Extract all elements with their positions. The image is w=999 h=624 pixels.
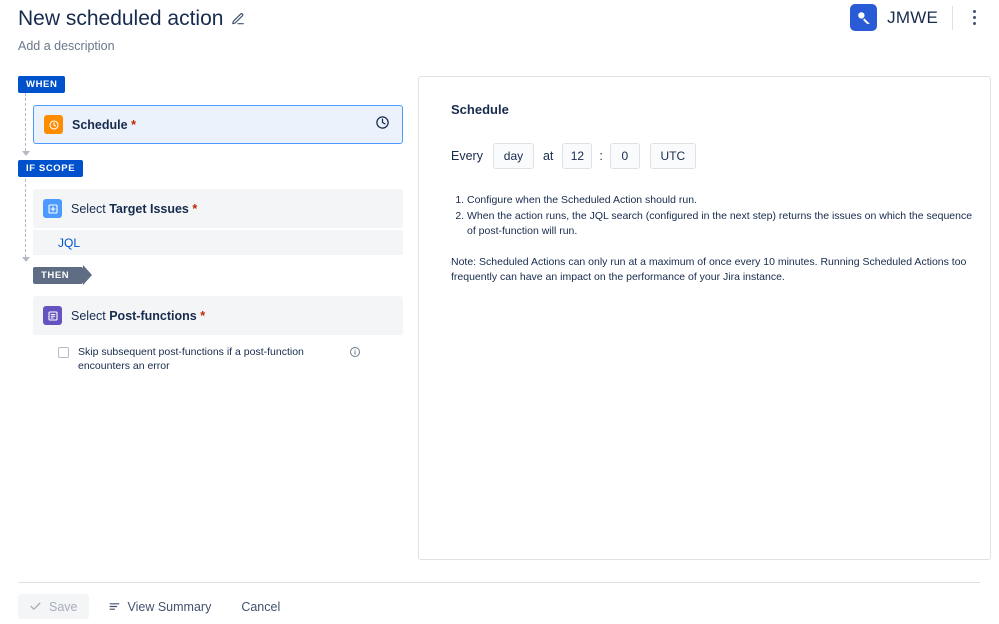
at-label: at: [542, 149, 554, 163]
schedule-card-label: Schedule *: [72, 117, 136, 132]
hours-select[interactable]: 12: [562, 143, 592, 169]
view-summary-button[interactable]: [97, 594, 223, 619]
footer-actions: [18, 594, 291, 619]
post-functions-card[interactable]: [33, 296, 403, 335]
when-tag: WHEN: [18, 76, 65, 93]
flow-arrow-1: [22, 151, 30, 156]
minutes-select[interactable]: 0: [610, 143, 640, 169]
ifscope-tag-wrap: [18, 158, 403, 177]
info-icon[interactable]: [349, 345, 361, 363]
page-title: New scheduled action: [18, 7, 224, 30]
post-functions-icon: [43, 306, 62, 325]
check-icon: [29, 600, 42, 613]
cancel-button[interactable]: [230, 594, 291, 619]
brand-area: [850, 4, 985, 31]
flow-column: [18, 74, 403, 373]
timezone-select[interactable]: UTC: [650, 143, 696, 169]
kebab-menu-icon[interactable]: [963, 5, 985, 31]
list-icon: [108, 600, 121, 613]
frequency-select[interactable]: day: [493, 143, 534, 169]
flow-arrow-2: [22, 257, 30, 262]
schedule-card[interactable]: [33, 105, 403, 144]
skip-post-functions-label: Skip subsequent post-functions if a post-function encounters an error: [78, 346, 304, 372]
schedule-icon: [44, 115, 63, 134]
save-button-label: Save: [49, 599, 78, 614]
flow-rail-1: [25, 93, 26, 151]
skip-post-functions-row: [58, 345, 403, 373]
page-header: [0, 0, 999, 53]
then-tag: THEN: [33, 267, 83, 284]
pencil-icon[interactable]: [231, 12, 245, 26]
post-functions-label: Select Post-functions *: [71, 308, 206, 323]
panel-step-1: 1. Configure when the Scheduled Action should run.: [467, 193, 979, 208]
every-label: Every: [451, 149, 483, 163]
then-tag-wrap: [33, 265, 83, 284]
panel-step-2: 2. When the action runs, the JQL search (configured in the next step) returns the issues on which the sequence of post-function will run.: [467, 209, 979, 239]
jql-row[interactable]: JQL: [33, 230, 403, 255]
description-field[interactable]: Add a description: [18, 39, 115, 53]
time-colon: :: [599, 149, 603, 163]
view-summary-label: View Summary: [127, 599, 212, 614]
panel-steps: [451, 193, 979, 239]
target-issues-label: Select Target Issues *: [71, 201, 198, 216]
brand-name: JMWE: [887, 7, 938, 27]
cancel-button-label: Cancel: [241, 599, 281, 614]
flow-rail-2: [25, 179, 26, 257]
clock-icon[interactable]: [375, 115, 390, 135]
save-button[interactable]: [18, 594, 89, 619]
panel-title: Schedule: [451, 102, 509, 117]
if-scope-tag: IF SCOPE: [18, 160, 83, 177]
footer-divider: [18, 582, 980, 583]
jmwe-logo-icon: [850, 4, 877, 31]
when-tag-wrap: [18, 74, 403, 93]
target-issues-card[interactable]: [33, 189, 403, 228]
title-row: [18, 6, 245, 32]
schedule-config-row: [451, 143, 972, 169]
panel-notes: [451, 193, 979, 285]
schedule-panel: [418, 76, 991, 560]
panel-note: Note: Scheduled Actions can only run at a maximum of once every 10 minutes. Running Scheduled Actions too frequently can have an impact on the performance of your Jira instance.: [451, 256, 967, 283]
skip-post-functions-checkbox[interactable]: [58, 347, 69, 358]
target-issues-icon: [43, 199, 62, 218]
header-divider: [952, 6, 953, 30]
